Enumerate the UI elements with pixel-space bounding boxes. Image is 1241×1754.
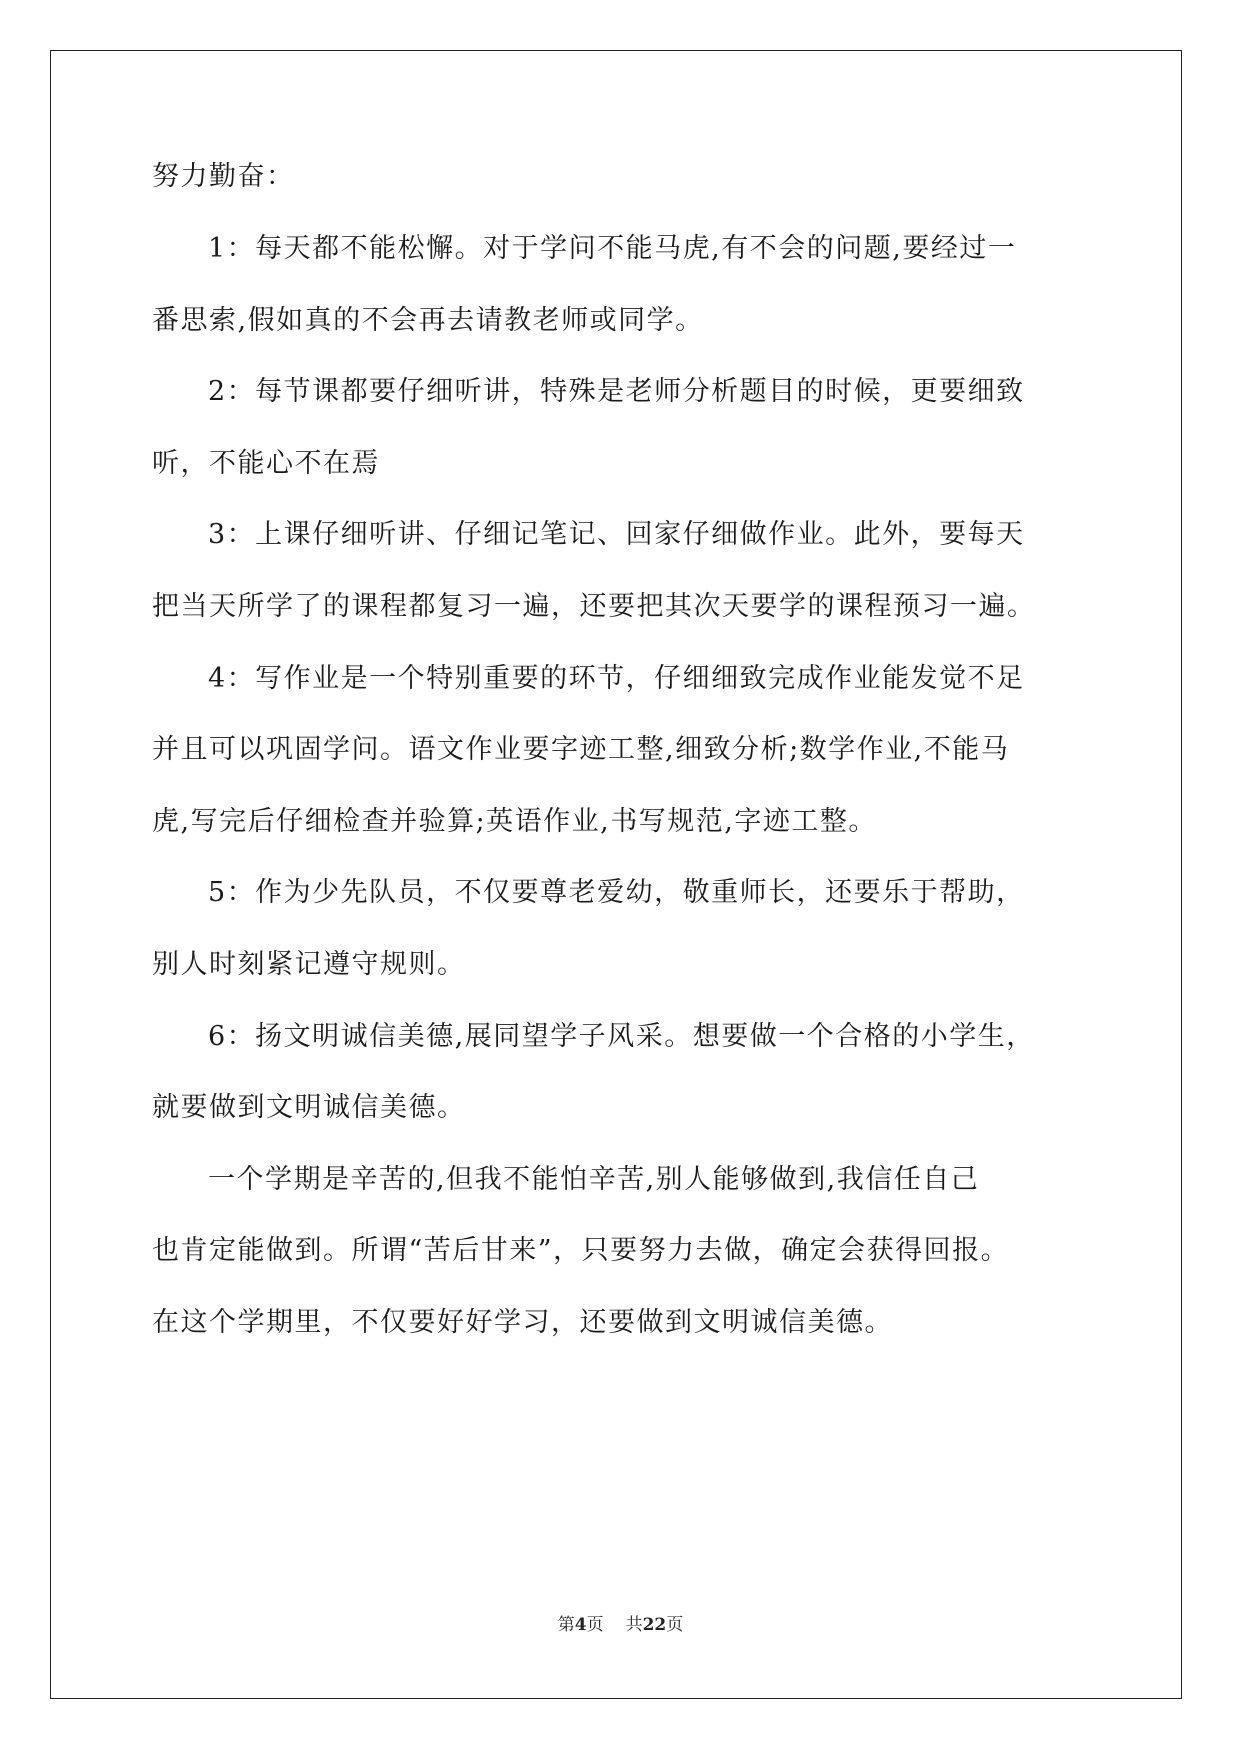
paragraph-line: 就要做到文明诚信美德。 <box>152 1092 466 1123</box>
paragraph-line: 一个学期是辛苦的,但我不能怕辛苦,别人能够做到,我信任自己 <box>208 1164 980 1195</box>
paragraph-line: 听，不能心不在焉 <box>152 448 380 479</box>
paragraph-line: 6：扬文明诚信美德,展同望学子风采。想要做一个合格的小学生， <box>208 1021 1035 1052</box>
paragraph-line: 2：每节课都要仔细听讲，特殊是老师分析题目的时候，更要细致 <box>208 376 1025 407</box>
paragraph-line: 也肯定能做到。所谓“苦后甘来”，只要努力去做，确定会获得回报。 <box>152 1235 1010 1266</box>
page-footer <box>0 1610 1241 1635</box>
paragraph-line: 5：作为少先队员，不仅要尊老爱幼，敬重师长，还要乐于帮助， <box>208 877 1025 908</box>
paragraph-line: 并且可以巩固学问。语文作业要字迹工整,细致分析;数学作业,不能马 <box>152 734 1010 765</box>
paragraph-line: 3：上课仔细听讲、仔细记笔记、回家仔细做作业。此外，要每天 <box>208 519 1025 550</box>
footer-text: 第 <box>557 1615 575 1635</box>
page-indicator <box>558 1610 604 1635</box>
paragraph-line: 4：写作业是一个特别重要的环节，仔细细致完成作业能发觉不足 <box>208 663 1025 694</box>
footer-text: 页 <box>586 1615 604 1635</box>
paragraph-line: 把当天所学了的课程都复习一遍，还要把其次天要学的课程预习一遍。 <box>152 591 1036 622</box>
total-page-count: 22 <box>642 1615 667 1635</box>
paragraph-line: 虎,写完后仔细检查并验算;英语作业,书写规范,字迹工整。 <box>152 806 877 837</box>
paragraph-line: 在这个学期里，不仅要好好学习，还要做到文明诚信美德。 <box>152 1307 893 1338</box>
paragraph-line: 番思索,假如真的不会再去请教老师或同学。 <box>152 305 704 336</box>
total-pages-indicator <box>626 1610 684 1635</box>
paragraph-line: 1：每天都不能松懈。对于学问不能马虎,有不会的问题,要经过一 <box>208 233 1017 264</box>
paragraph-line: 努力勤奋： <box>152 161 295 192</box>
current-page-number: 4 <box>574 1615 587 1635</box>
paragraph-line: 别人时刻紧记遵守规则。 <box>152 949 466 980</box>
footer-text: 共 <box>625 1615 643 1635</box>
footer-text: 页 <box>666 1615 684 1635</box>
